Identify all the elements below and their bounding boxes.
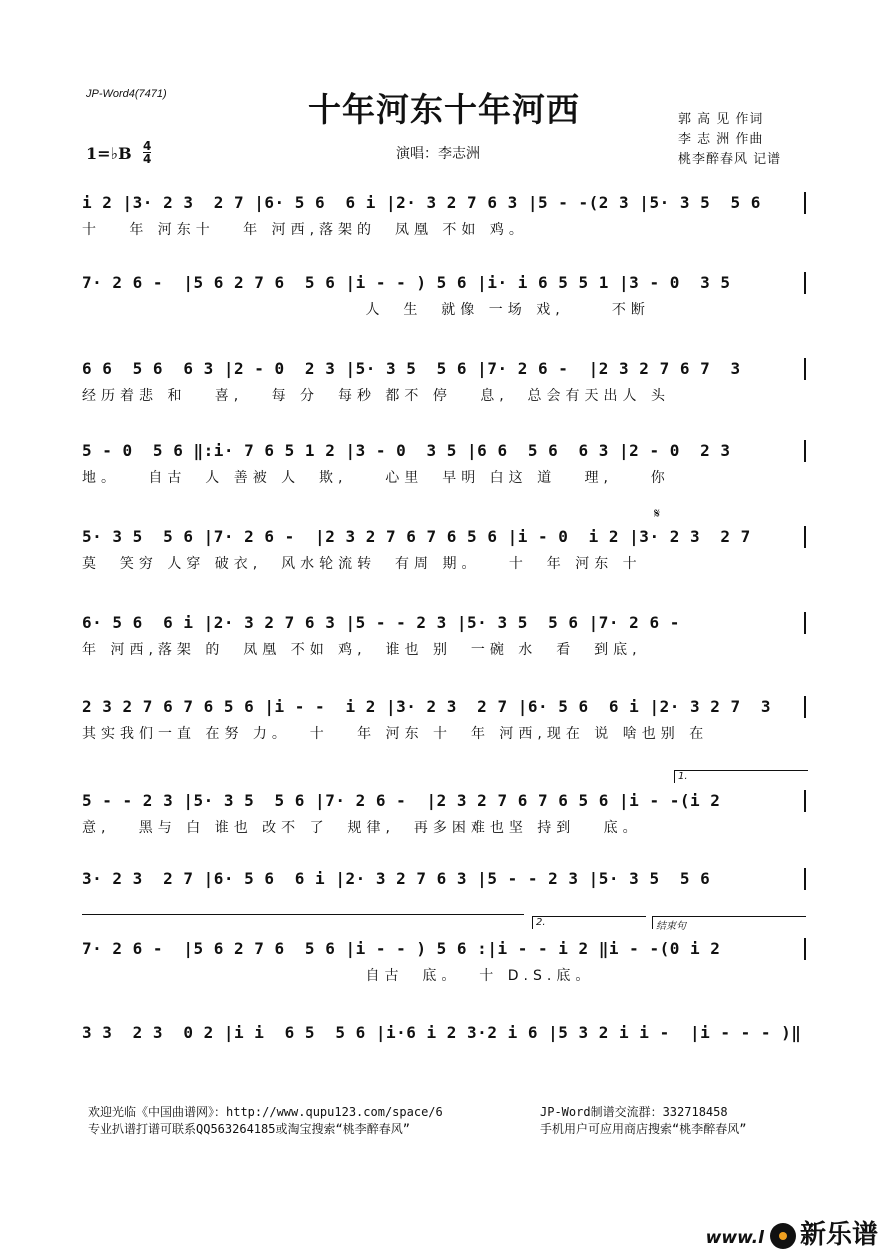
notes: 2 3 2 7 6 7 6 5 6 |i - - i 2 |3· 2 3 2 7 |6· 5 6 6 i |2· 3 2 7 3	[82, 697, 772, 716]
notes: 7· 2 6 - |5 6 2 7 6 5 6 |i - - ) 5 6 :|i - - i 2 ‖i - -(0 i 2	[82, 939, 721, 958]
source-label: JP-Word4(7471)	[86, 88, 167, 100]
song-title: 十年河东十年河西	[308, 90, 580, 129]
barline	[804, 790, 806, 812]
footer-website: 欢迎光临《中国曲谱网》：http://www.qupu123.com/space/6	[88, 1105, 443, 1119]
notes: i 2 |3· 2 3 2 7 |6· 5 6 6 i |2· 3 2 7 6 3 |5 - -(2 3 |5· 3 5 5 6	[82, 193, 761, 212]
score-line-5	[82, 506, 806, 574]
lyrics: 人 生 就像 一场 戏, 不断	[82, 302, 650, 318]
barline	[804, 938, 806, 960]
brand-url: www.l	[705, 1228, 764, 1248]
barline	[804, 612, 806, 634]
segno-mark: 𝄋	[654, 506, 661, 522]
score-line-2	[82, 272, 806, 320]
footer-group: JP-Word制谱交流群：332718458	[540, 1105, 728, 1119]
brand-logo	[706, 1214, 878, 1251]
notes: 6· 5 6 6 i |2· 3 2 7 6 3 |5 - - 2 3 |5· 3 5 5 6 |7· 2 6 -	[82, 613, 680, 632]
lyrics: 莫 笑穷 人穿 破衣, 风水轮流转 有周 期。 十 年 河东 十	[82, 556, 642, 572]
footer-right	[540, 1104, 746, 1138]
barline	[804, 440, 806, 462]
barline	[804, 696, 806, 718]
barline	[804, 192, 806, 214]
score-line-4	[82, 440, 806, 488]
score-line-8	[82, 771, 806, 838]
credits-block	[678, 110, 781, 170]
singer-credit: 演唱：李志洲	[396, 146, 480, 162]
score-line-1	[82, 192, 806, 240]
time-signature-top: 4	[143, 139, 152, 153]
notes: 5· 3 5 5 6 |7· 2 6 - |2 3 2 7 6 7 6 5 6 |i - 0 i 2 |3· 2 3 2 7	[82, 527, 751, 546]
score-line-6	[82, 612, 806, 660]
lyrics: 意, 黑与 白 谁也 改不 了 规律, 再多困难也坚 持到 底。	[82, 820, 642, 836]
lyrics: 年 河西,落架 的 凤凰 不如 鸡, 谁也 别 一碗 水 看 到底,	[82, 642, 642, 658]
notes: 7· 2 6 - |5 6 2 7 6 5 6 |i - - ) 5 6 |i· i 6 5 5 1 |3 - 0 3 5	[82, 273, 731, 292]
barline	[804, 868, 806, 890]
volta-2: 2.	[532, 916, 646, 929]
barline	[804, 358, 806, 380]
lyrics: 地。 自古 人 善被 人 欺, 心里 早明 白这 道 理, 你	[82, 470, 670, 486]
footer-contact: 专业扒谱打谱可联系QQ563264185或淘宝搜索“桃李醉春风”	[88, 1122, 410, 1136]
volta-1: 1.	[674, 770, 808, 783]
lyricist-credit: 郭 高 见 作词	[678, 112, 764, 127]
notes: 5 - - 2 3 |5· 3 5 5 6 |7· 2 6 - |2 3 2 7 6 7 6 5 6 |i - -(i 2	[82, 791, 721, 810]
time-signature-bottom: 4	[143, 152, 152, 166]
footer-app: 手机用户可应用商店搜索“桃李醉春风”	[540, 1122, 747, 1136]
notes: 6 6 5 6 6 3 |2 - 0 2 3 |5· 3 5 5 6 |7· 2 6 - |2 3 2 7 6 7 3	[82, 359, 741, 378]
barline	[804, 272, 806, 294]
composer-credit: 李 志 洲 作曲	[678, 132, 764, 147]
score-line-3	[82, 358, 806, 406]
footer-left	[88, 1104, 443, 1138]
volta-ending: 结束句	[652, 916, 806, 929]
score-line-7	[82, 696, 806, 744]
score-line-10	[82, 917, 806, 986]
notes: 3· 2 3 2 7 |6· 5 6 6 i |2· 3 2 7 6 3 |5 - - 2 3 |5· 3 5 5 6	[82, 869, 711, 888]
barline	[804, 526, 806, 548]
notes: 5 - 0 5 6 ‖:i· 7 6 5 1 2 |3 - 0 3 5 |6 6 5 6 6 3 |2 - 0 2 3	[82, 441, 731, 460]
lyrics: 十 年 河东十 年 河西,落架的 凤凰 不如 鸡。	[82, 222, 528, 238]
key-signature: 1=♭B	[86, 144, 132, 163]
lyrics: 其实我们一直 在努 力。 十 年 河东 十 年 河西,现在 说 啥也别 在	[82, 726, 709, 742]
score-line-9	[82, 868, 806, 890]
time-signature	[143, 140, 151, 165]
lyrics: 自古 底。 十 D.S.底。	[82, 968, 595, 984]
score-line-11	[82, 1022, 806, 1044]
disc-icon	[770, 1223, 796, 1249]
bracket-line	[82, 914, 524, 915]
lyrics: 经历着悲 和 喜, 每 分 每秒 都不 停 息, 总会有天出人 头	[82, 388, 671, 404]
transcriber-credit: 桃李醉春风 记谱	[678, 152, 782, 167]
notes: 3 3 2 3 0 2 |i i 6 5 5 6 |i·6 i 2 3·2 i 6 |5 3 2 i i - |i - - - )‖	[82, 1023, 802, 1042]
brand-name: 新乐谱	[799, 1220, 878, 1250]
